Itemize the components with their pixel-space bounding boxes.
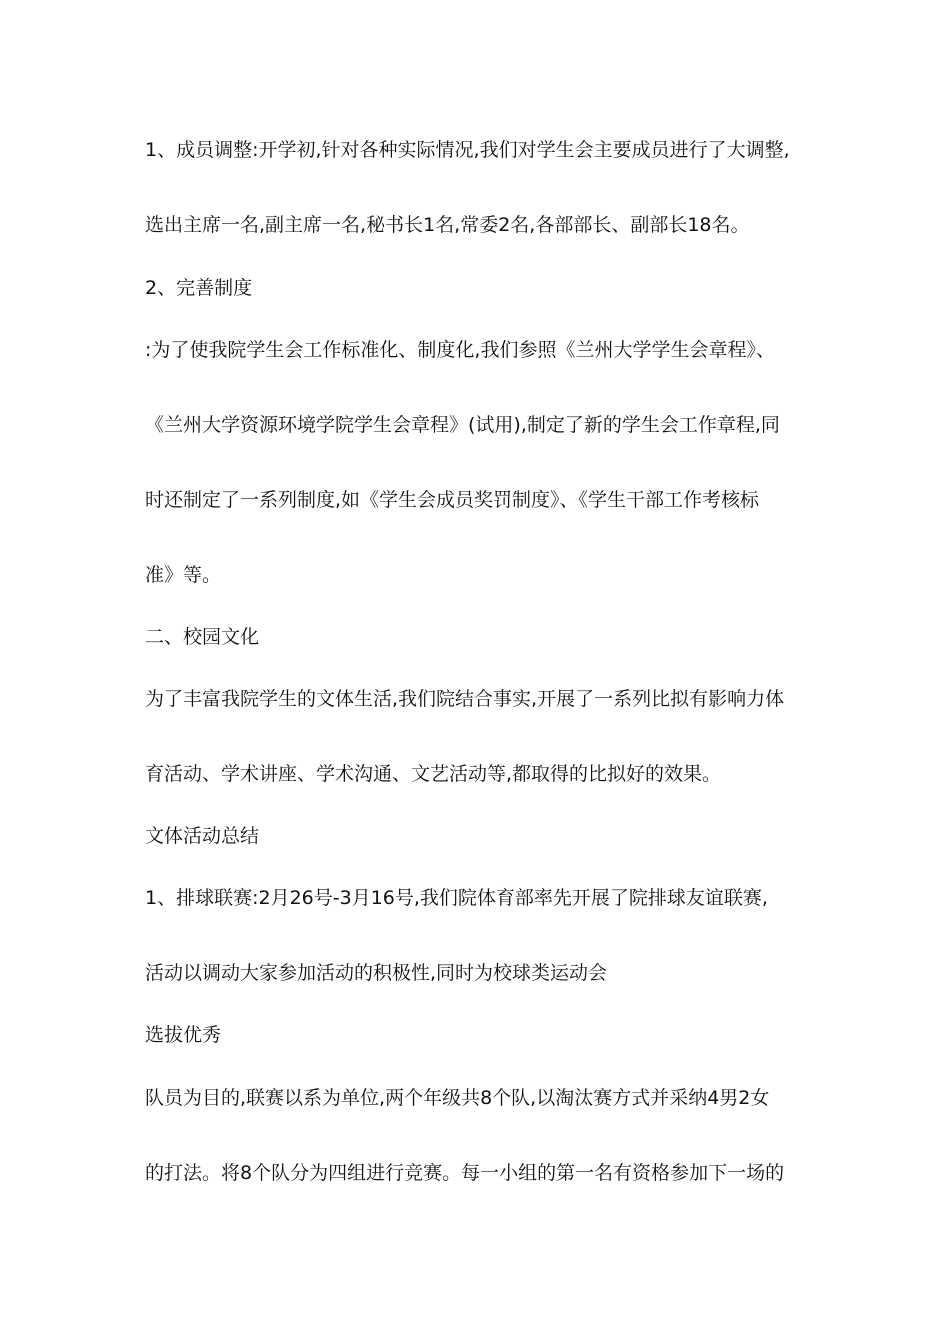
text-line: 时还制定了一系列制度,如《学生会成员奖罚制度》、《学生干部工作考核标 [145, 489, 760, 511]
text-line: 《兰州大学资源环境学院学生会章程》(试用),制定了新的学生会工作章程,同 [145, 414, 780, 436]
section-heading: 文体活动总结 [145, 825, 260, 847]
text-line: :为了使我院学生会工作标准化、制度化,我们参照《兰州大学学生会章程》、 [145, 339, 775, 361]
text-line: 活动以调动大家参加活动的积极性,同时为校球类运动会 [145, 962, 608, 984]
text-line: 1、成员调整:开学初,针对各种实际情况,我们对学生会主要成员进行了大调整, [145, 139, 790, 161]
text-line: 准》等。 [145, 564, 222, 586]
text-line: 队员为目的,联赛以系为单位,两个年级共8个队,以淘汰赛方式并采纳4男2女 [145, 1087, 770, 1109]
text-line: 为了丰富我院学生的文体生活,我们院结合事实,开展了一系列比拟有影响力体 [145, 688, 785, 710]
text-line: 1、排球联赛:2月26号-3月16号,我们院体育部率先开展了院排球友谊联赛, [145, 887, 768, 909]
text-line: 选拔优秀 [145, 1024, 222, 1046]
section-heading: 2、完善制度 [145, 277, 253, 299]
text-line: 选出主席一名,副主席一名,秘书长1名,常委2名,各部部长、副部长18名。 [145, 214, 750, 236]
section-heading: 二、校园文化 [145, 626, 260, 648]
text-line: 的打法。将8个队分为四组进行竞赛。每一小组的第一名有资格参加下一场的 [145, 1162, 785, 1184]
text-line: 育活动、学术讲座、学术沟通、文艺活动等,都取得的比拟好的效果。 [145, 763, 722, 785]
